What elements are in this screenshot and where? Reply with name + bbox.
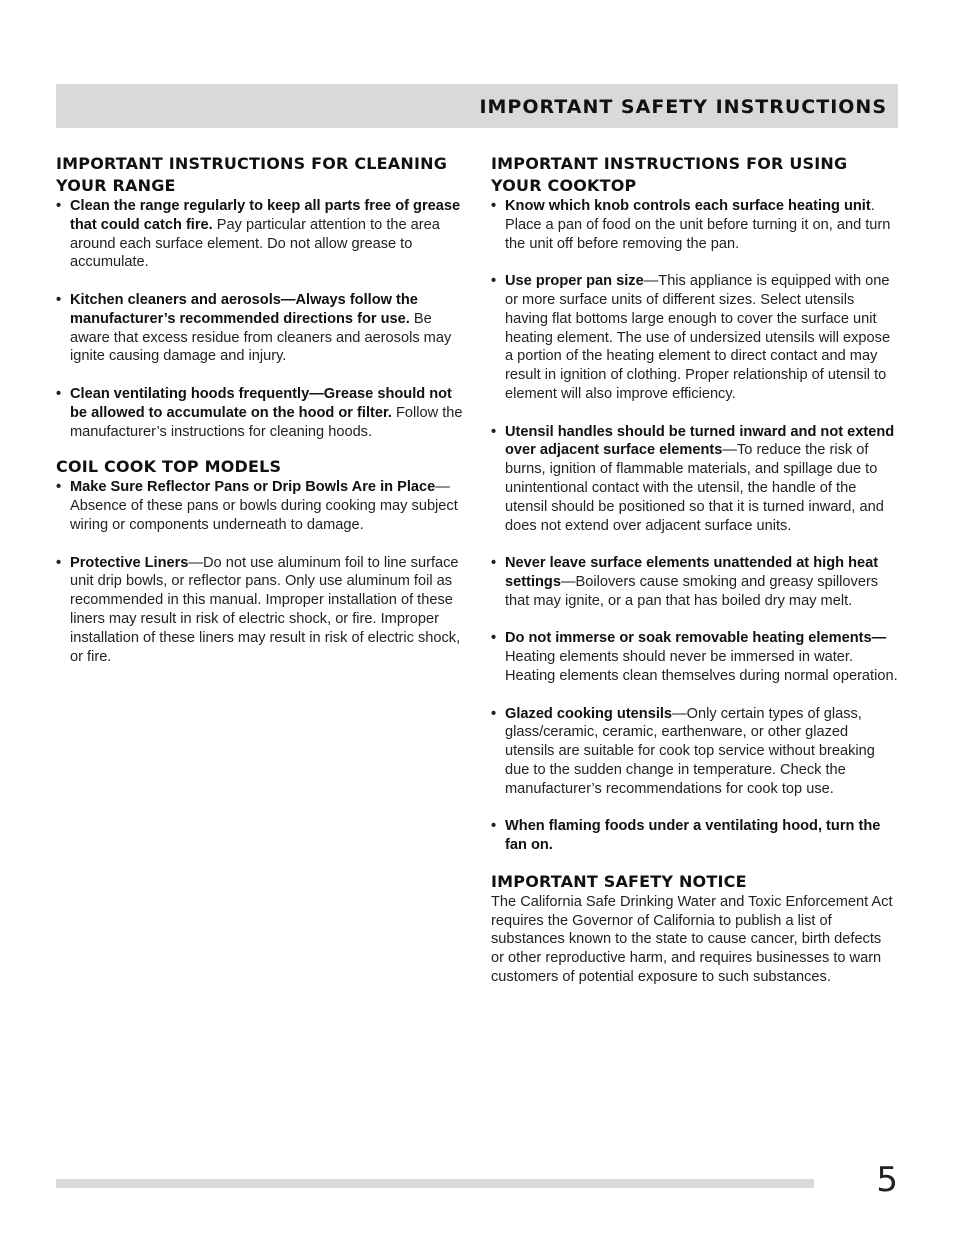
bullet-icon: • <box>56 385 62 402</box>
list-item: • Protective Liners—Do not use aluminum foil to line surface unit drip bowls, or reflector pans. Only use aluminum foil as recommended in this manual. Improper installation of these liners may result in risk of electric shock, or fire. Improper installation of these liners may result in risk of electric shock, or fire. <box>56 554 461 665</box>
header-bar <box>56 84 898 128</box>
bullet-icon: • <box>491 818 497 835</box>
list-item: • Glazed cooking utensils—Only certain types of glass, glass/ceramic, ceramic, earthenware, or other glazed utensils are suitable for cook top service without breaking due to the sudden change in temperature. Check the manufacturer’s recommendations for cook top use. <box>491 705 875 797</box>
section-heading-coil: COIL COOK TOP MODELS <box>56 457 282 477</box>
list-item: • Utensil handles should be turned inward and not extend over adjacent surface elements—To reduce the risk of burns, ignition of flammable materials, and spillage due to unintentional contact with the utensil, the handle of the utensil should be positioned so that it is turned inward, and does not extend over adjacent surface units. <box>491 423 895 534</box>
page-title: IMPORTANT SAFETY INSTRUCTIONS <box>479 96 887 118</box>
page-number: 5 <box>876 1160 898 1200</box>
bullet-icon: • <box>491 705 497 722</box>
section-heading-cleaning: IMPORTANT INSTRUCTIONS FOR CLEANING YOUR RANGE <box>56 154 448 195</box>
bullet-icon: • <box>491 555 497 572</box>
coil-list <box>56 478 466 666</box>
list-item: • Kitchen cleaners and aerosols—Always follow the manufacturer’s recommended directions for use. Be aware that excess residue from cleaners and aerosols may ignite causing damage and injury. <box>56 291 452 365</box>
list-item: • Clean ventilating hoods frequently—Grease should not be allowed to accumulate on the hood or filter. Follow the manufacturer’s instructions for cleaning hoods. <box>56 385 463 440</box>
bullet-icon: • <box>56 198 62 214</box>
bullet-icon: • <box>491 273 497 290</box>
bullet-icon: • <box>56 554 62 571</box>
list-item: • Do not immerse or soak removable heating elements—Heating elements should never be immersed in water. Heating elements clean themselves during normal operation. <box>491 630 898 684</box>
bullet-icon: • <box>56 291 62 308</box>
bullet-icon: • <box>491 423 497 440</box>
footer-bar <box>56 1179 814 1188</box>
list-item: • When flaming foods under a ventilating hood, turn the fan on. <box>491 818 881 854</box>
right-column <box>491 153 898 987</box>
bullet-icon: • <box>491 198 497 214</box>
bullet-icon: • <box>56 479 62 496</box>
notice-text: The California Safe Drinking Water and Toxic Enforcement Act requires the Governor of California to publish a list of substances known to the state to cause cancer, birth defects or other reproductive harm, and requires businesses to warn customers of potential exposure to such substances. <box>491 893 893 986</box>
list-item: • Make Sure Reflector Pans or Drip Bowls Are in Place—Absence of these pans or bowls during cooking may subject wiring or components underneath to damage. <box>56 479 458 533</box>
list-item: • Clean the range regularly to keep all parts free of grease that could catch fire. Pay particular attention to the area around each surface element. Do not allow grease to accumulate. <box>56 198 461 271</box>
cleaning-list <box>56 197 466 441</box>
cooktop-list <box>491 197 898 855</box>
section-heading-notice: IMPORTANT SAFETY NOTICE <box>491 871 747 891</box>
left-column <box>56 153 466 666</box>
list-item: • Know which knob controls each surface heating unit. Place a pan of food on the unit before turning it on, and turn the unit off before removing the pan. <box>491 198 891 252</box>
list-item: • Never leave surface elements unattended at high heat settings—Boilovers cause smoking and greasy spillovers that may ignite, or a pan that has boiled dry may melt. <box>491 555 879 609</box>
list-item: • Use proper pan size—This appliance is equipped with one or more surface units of different sizes. Select utensils having flat bottoms large enough to cover the surface unit heating element. The use of undersized utensils will expose a portion of the heating element to direct contact and may result in ignition of clothing. Proper relationship of utensil to element will also improve efficiency. <box>491 273 891 402</box>
section-heading-cooktop: IMPORTANT INSTRUCTIONS FOR USING YOUR COOKTOP <box>491 154 848 195</box>
bullet-icon: • <box>491 630 497 647</box>
